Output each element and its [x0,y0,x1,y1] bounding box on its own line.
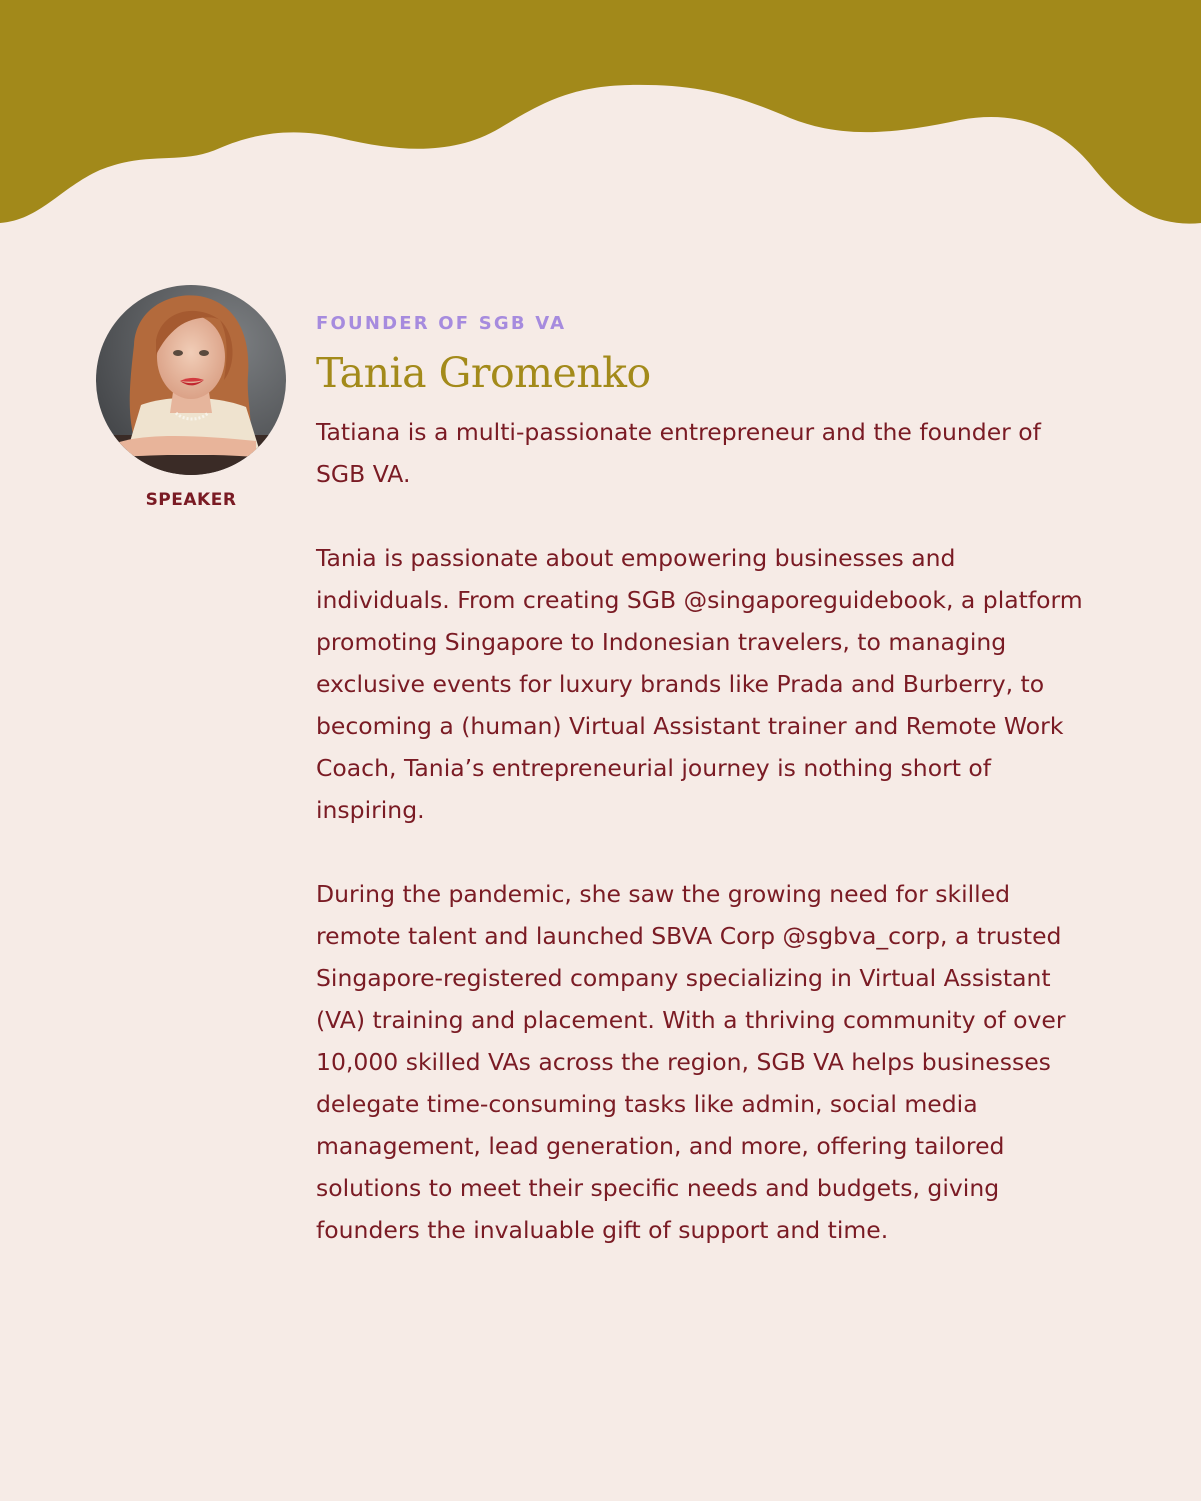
bio-paragraph: Tania is passionate about empowering businesses and individuals. From creating SGB @singaporeguidebook, a platform promoting Singapore to Indonesian travelers, to managing exclusive events for luxury brands like Prada and Burberry, to becoming a (human) Virtual Assistant trainer and Remote Work Coach, Tania’s entrepreneurial journey is nothing short of inspiring. [316,544,1083,824]
speaker-role-label: SPEAKER [145,490,237,510]
bio-paragraph: During the pandemic, she saw the growing need for skilled remote talent and launched SBVA Corp @sgbva_corp, a trusted Singapore-registered company specializing in Virtual Assistant (VA) training and placement. With a thriving community of over 10,000 skilled VAs across the region, SGB VA helps businesses delegate time-consuming tasks like admin, social media management, lead generation, and more, offering tailored solutions to meet their specific needs and budgets, giving founders the invaluable gift of support and time. [316,880,1066,1244]
speaker-bio [316,411,1096,1251]
wavy-header-decoration [0,0,1201,230]
speaker-avatar [96,285,286,475]
speaker-title: FOUNDER OF SGB VA [316,313,567,334]
speaker-details [316,311,1096,1293]
speaker-name: Tania Gromenko [316,349,651,397]
speaker-portrait-icon [96,285,286,475]
bio-paragraph: Tatiana is a multi-passionate entrepreneur and the founder of SGB VA. [316,418,1041,488]
